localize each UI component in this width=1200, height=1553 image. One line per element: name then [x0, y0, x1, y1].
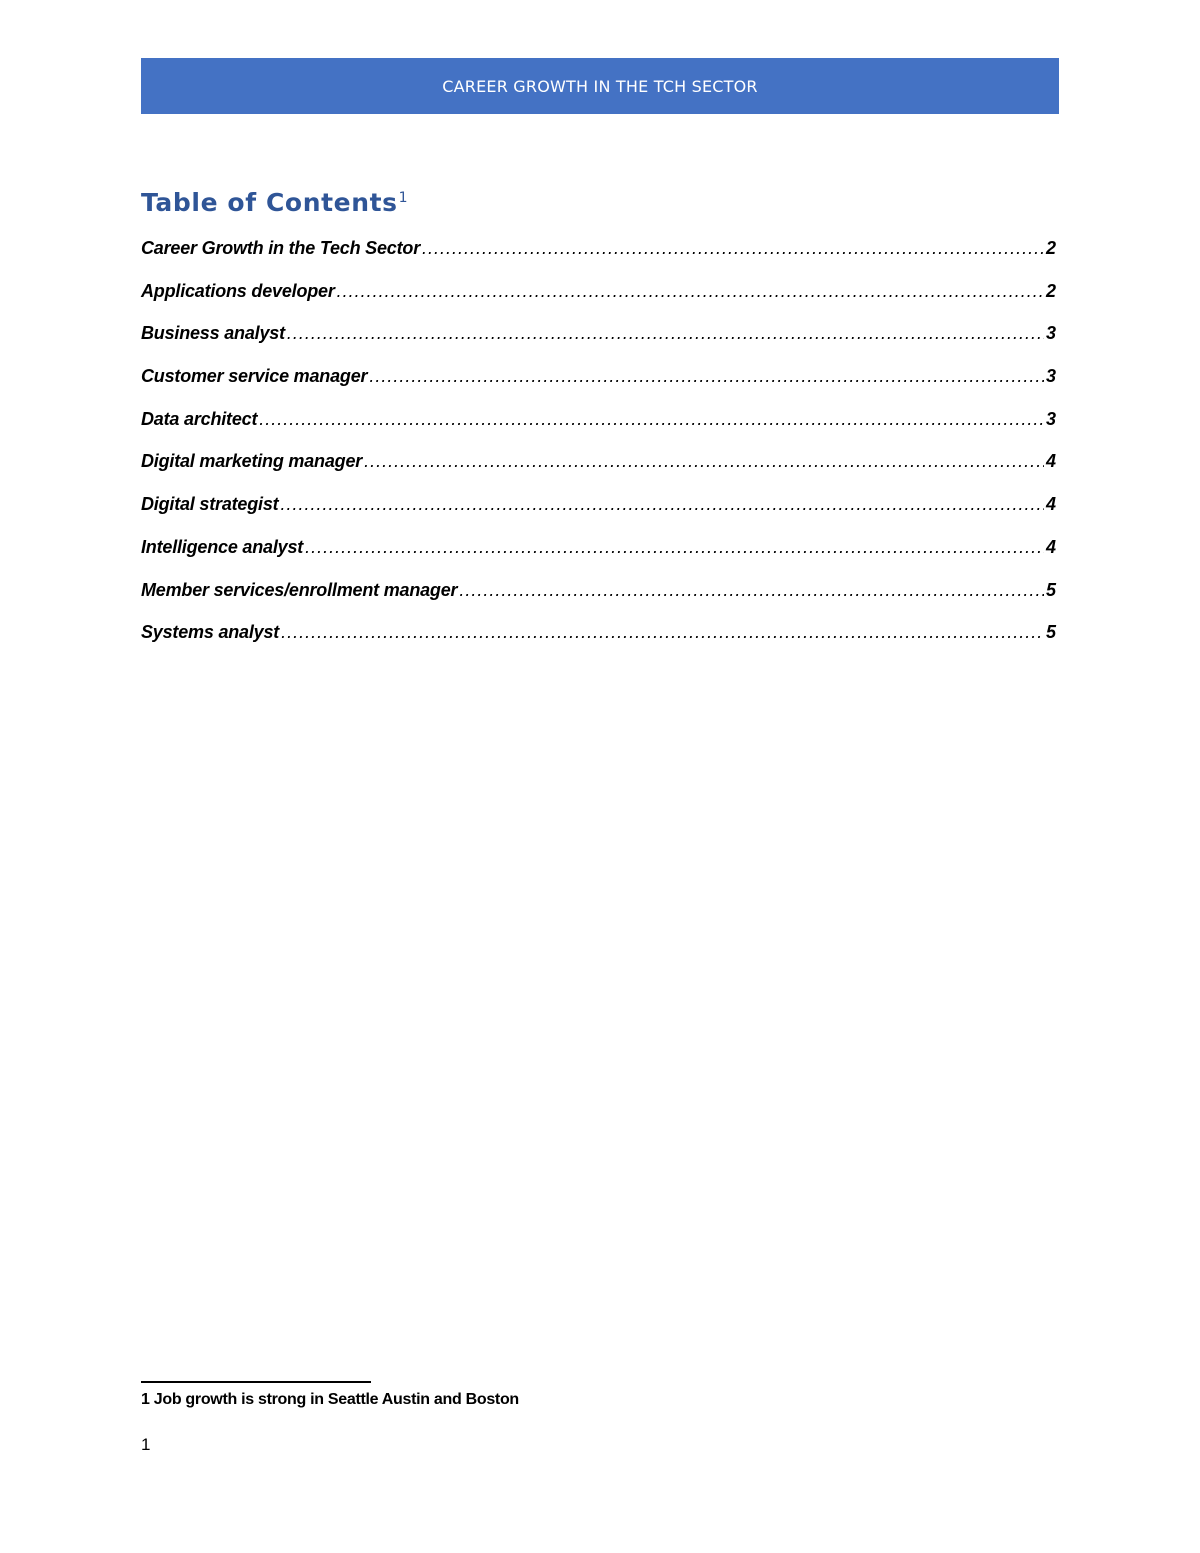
toc-dot-leader: [280, 494, 1044, 515]
toc-dot-leader: [364, 451, 1044, 472]
toc-entry-systems-analyst[interactable]: [141, 622, 1056, 665]
toc-entry-title: Digital marketing manager: [141, 451, 363, 472]
toc-entry-intelligence-analyst[interactable]: [141, 537, 1056, 580]
toc-dot-leader: [287, 323, 1044, 344]
toc-entry-applications-developer[interactable]: [141, 281, 1056, 324]
toc-heading-text: Table of Contents: [141, 188, 398, 217]
toc-entry-page: 3: [1045, 323, 1056, 344]
toc-entry-page: 2: [1045, 238, 1056, 258]
page-number: 1: [141, 1435, 151, 1454]
toc-entry-page: 4: [1045, 494, 1056, 515]
toc-dot-leader: [337, 281, 1044, 302]
toc-entry-title: Data architect: [141, 408, 258, 429]
toc-entry-digital-strategist[interactable]: [141, 494, 1056, 537]
toc-entry-title: Systems analyst: [141, 622, 280, 643]
toc-entry-title: Customer service manager: [141, 366, 368, 387]
toc-entry-page: 4: [1045, 451, 1056, 472]
toc-entry-business-analyst[interactable]: [141, 323, 1056, 366]
toc-entry-page: 3: [1045, 408, 1056, 429]
toc-entry-member-services-manager[interactable]: [141, 580, 1056, 623]
toc-dot-leader: [422, 238, 1044, 259]
toc-entry-customer-service-manager[interactable]: [141, 366, 1056, 409]
toc-dot-leader: [369, 366, 1044, 387]
footnote-text: 1 Job growth is strong in Seattle Austin and Boston: [141, 1391, 519, 1408]
toc-entry-data-architect[interactable]: [141, 409, 1056, 452]
toc-entry-title: Intelligence analyst: [141, 536, 304, 557]
toc-entry-page: 3: [1045, 366, 1056, 387]
toc-entry-page: 5: [1045, 579, 1056, 600]
toc-entry-digital-marketing-manager[interactable]: [141, 451, 1056, 494]
toc-dot-leader: [281, 622, 1044, 643]
toc-entry-title: Career Growth in the Tech Sector: [141, 238, 420, 258]
toc-list: [141, 238, 1056, 665]
toc-entry-career-growth[interactable]: [141, 238, 1056, 281]
toc-dot-leader: [259, 409, 1044, 430]
document-header: [141, 58, 1059, 114]
header-title: CAREER GROWTH IN THE TCH SECTOR: [442, 76, 758, 96]
toc-entry-page: 5: [1045, 622, 1056, 643]
footnote-separator: [141, 1381, 371, 1383]
toc-entry-page: 2: [1045, 280, 1056, 301]
toc-entry-page: 4: [1045, 536, 1056, 557]
toc-entry-title: Member services/enrollment manager: [141, 579, 458, 600]
toc-dot-leader: [305, 537, 1044, 558]
footnote-reference[interactable]: 1: [398, 189, 409, 206]
toc-entry-title: Business analyst: [141, 323, 285, 344]
toc-entry-title: Applications developer: [141, 280, 335, 301]
toc-entry-title: Digital strategist: [141, 494, 279, 515]
toc-heading: [141, 183, 408, 223]
toc-dot-leader: [459, 580, 1044, 601]
